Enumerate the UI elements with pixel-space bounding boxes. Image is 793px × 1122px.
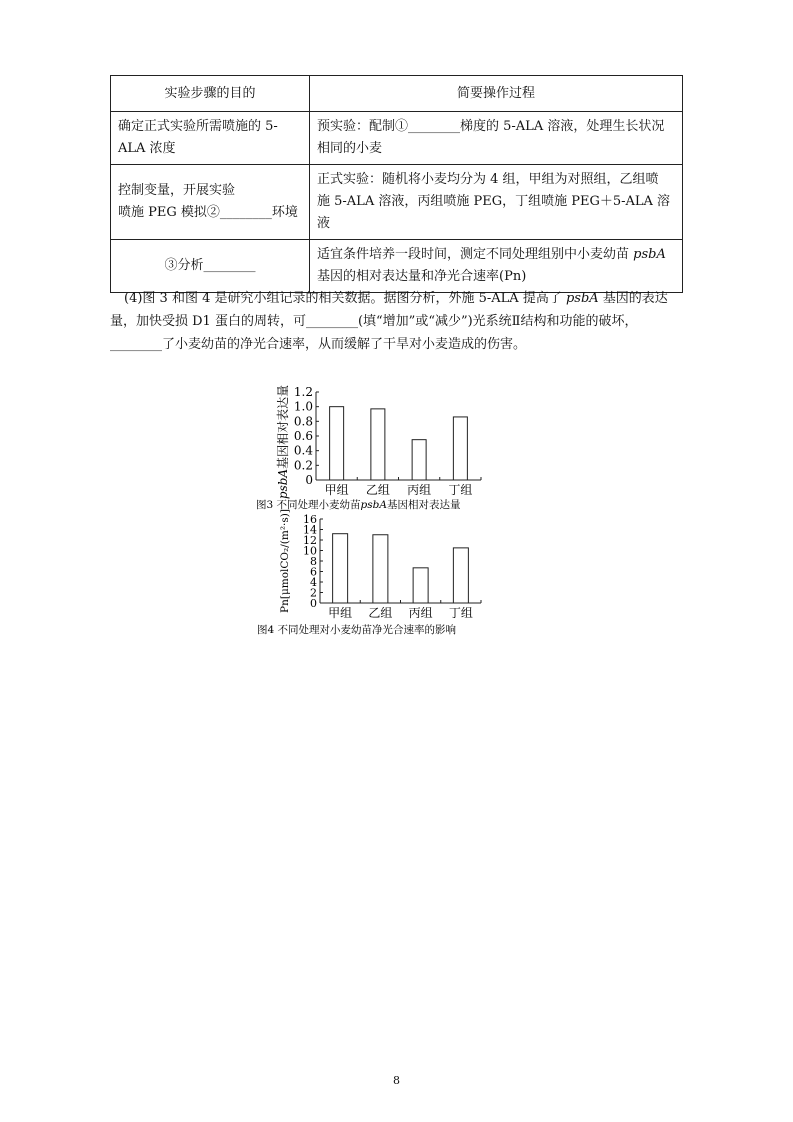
table-row — [111, 165, 683, 240]
x-tick-label: 丁组 — [448, 606, 473, 620]
process-text: 基因的相对表达量和净光合速率(Pn) — [317, 269, 527, 284]
x-tick-label: 乙组 — [368, 606, 393, 620]
y-tick-label: 1.0 — [293, 399, 313, 414]
bar — [453, 417, 467, 480]
y-tick-label: 12 — [303, 534, 317, 547]
header-purpose: 实验步骤的目的 — [111, 76, 310, 112]
y-tick-label: 6 — [310, 565, 317, 579]
y-tick-label: 14 — [303, 523, 317, 537]
bar — [453, 548, 468, 603]
x-tick-label: 乙组 — [365, 483, 390, 497]
caption-text: 基因相对表达量 — [386, 499, 461, 511]
y-axis-label: Pn[μmolCO₂/(m²·s)] — [279, 509, 291, 613]
y-tick-label: 0 — [305, 473, 313, 487]
y-tick-label: 1.2 — [293, 385, 313, 399]
process-line: 正式实验：随机将小麦均分为 4 组，甲组为对照组，乙组喷 — [317, 172, 659, 187]
y-axis-label — [275, 385, 290, 499]
purpose-cell — [111, 240, 310, 293]
table-row — [111, 112, 683, 165]
y-tick-label: 16 — [303, 513, 317, 526]
purpose-line: 控制变量，开展实验 — [118, 183, 236, 198]
process-cell — [310, 240, 683, 293]
gene-name: psbA — [633, 247, 666, 262]
purpose-line: 喷施 PEG 模拟②________环境 — [118, 205, 298, 220]
gene-name: psbA — [565, 291, 599, 306]
bar — [333, 534, 348, 603]
x-tick-label: 甲组 — [328, 606, 353, 620]
figure-3 — [256, 380, 548, 515]
bar — [412, 440, 426, 480]
x-tick-label: 丙组 — [408, 606, 433, 620]
process-text: 适宜条件培养一段时间，测定不同处理组别中小麦幼苗 — [317, 247, 634, 262]
y-tick-label: 0.8 — [293, 414, 313, 429]
y-tick-label: 2 — [310, 586, 317, 600]
purpose-cell — [111, 112, 310, 165]
purpose-line: ALA 浓度 — [118, 141, 176, 156]
question-paragraph — [110, 287, 685, 356]
process-cell — [310, 112, 683, 165]
table-header-row — [111, 76, 683, 112]
figure-4 — [257, 509, 548, 643]
paragraph-text: 基因的表达量，加快受损 D1 蛋白的周转，可________(填“增加”或“减少”)光系统Ⅱ结构和功能的破坏，________了小麦幼苗的净光合速率，从而缓解了干旱对小麦造成的伤害。 — [110, 291, 668, 352]
bar — [330, 407, 344, 480]
figure-caption: 图4 不同处理对小麦幼苗净光合速率的影响 — [257, 624, 457, 636]
header-process: 简要操作过程 — [310, 76, 683, 112]
y-axis-label-gene: psbA — [276, 468, 290, 500]
process-line: 预实验：配制①________梯度的 5-ALA 溶液，处理生长状况 — [317, 119, 665, 134]
page-number: 8 — [393, 1074, 400, 1087]
caption-text: 图3 不同处理小麦幼苗 — [256, 499, 361, 511]
y-tick-label: 10 — [303, 544, 317, 558]
figure-4-chart — [257, 509, 548, 643]
process-line: 相同的小麦 — [317, 141, 383, 156]
y-tick-label: 0.4 — [293, 443, 313, 458]
x-tick-label: 丁组 — [448, 483, 473, 497]
purpose-cell — [111, 165, 310, 240]
paragraph-text: (4)图 3 和图 4 是研究小组记录的相关数据。据图分析，外施 5-ALA 提高了 — [124, 291, 566, 306]
y-tick-label: 4 — [310, 576, 317, 589]
y-tick-label: 0.6 — [293, 429, 313, 443]
table-row — [111, 240, 683, 293]
x-tick-label: 甲组 — [324, 483, 349, 497]
experiment-table — [110, 75, 683, 293]
purpose-line: 确定正式实验所需喷施的 5- — [118, 119, 278, 134]
bar — [371, 409, 385, 480]
y-tick-label: 0 — [310, 597, 317, 610]
bar — [413, 568, 428, 603]
y-axis-label-rest: 基因相对表达量 — [276, 384, 290, 469]
purpose-line: ③分析________ — [164, 258, 256, 273]
x-tick-label: 丙组 — [407, 483, 432, 497]
bar — [373, 535, 388, 603]
y-tick-label: 8 — [310, 555, 317, 568]
figure-3-chart — [256, 380, 548, 515]
caption-gene: psbA — [360, 499, 387, 511]
process-cell — [310, 165, 683, 240]
y-tick-label: 0.2 — [293, 458, 313, 473]
process-line: 施 5-ALA 溶液，丙组喷施 PEG，丁组喷施 PEG＋5-ALA 溶液 — [317, 194, 671, 231]
